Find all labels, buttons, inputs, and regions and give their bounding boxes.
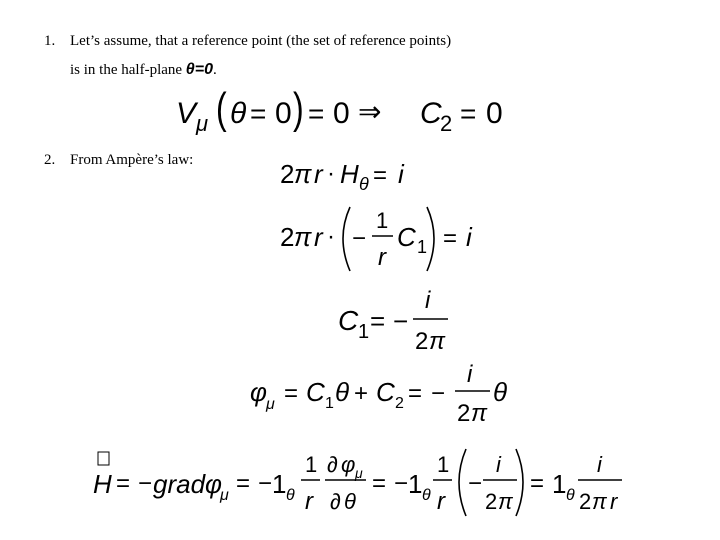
math-glyph-plus: + (354, 380, 369, 407)
math-glyph-mu: μ (196, 111, 209, 136)
math-glyph-theta: θ (422, 487, 431, 504)
math-glyph-grad: grad (153, 469, 206, 499)
math-glyph-one: 1 (408, 469, 423, 499)
math-glyph-two: 2 (457, 400, 471, 427)
math-glyph-eq: = (443, 225, 458, 252)
math-glyph-eq: = (116, 470, 131, 497)
math-glyph-implies: ⇒ (358, 96, 382, 127)
math-glyph-minus: − (393, 306, 409, 336)
math-glyph-r: r (610, 489, 618, 514)
math-glyph-C: C (338, 305, 359, 336)
math-glyph-C: C (306, 377, 325, 407)
math-glyph-lpar: ( (216, 84, 227, 134)
math-glyph-minus: − (468, 470, 483, 497)
item-1-theta-condition: θ=0 (185, 61, 213, 78)
math-glyph-pi: π (294, 159, 312, 189)
math-glyph-eq: = (250, 98, 267, 129)
math-glyph-one: 1 (325, 395, 334, 412)
math-glyph-phi: φ (250, 377, 267, 407)
math-glyph-C: C (420, 97, 442, 130)
math-glyph-minus: − (138, 470, 153, 497)
math-glyph-zero: 0 (333, 97, 350, 130)
math-glyph-two: 2 (579, 489, 592, 514)
math-glyph-one: 1 (417, 237, 428, 257)
math-glyph-partial: ∂ (327, 452, 338, 477)
math-glyph-minus: − (258, 470, 273, 497)
math-glyph-theta: θ (230, 97, 247, 130)
item-1-text-line1: Let’s assume, that a reference point (the set of reference points) (70, 33, 452, 49)
math-glyph-pi: π (471, 400, 488, 427)
item-1-line2-suffix: . (212, 62, 217, 78)
item-1-number: 1. (44, 33, 56, 49)
math-glyph-minus: − (352, 225, 367, 252)
math-glyph-H: H (340, 159, 359, 189)
math-glyph-one: 1 (376, 208, 389, 233)
math-glyph-rpar: ) (292, 84, 304, 134)
math-glyph-one: 1 (437, 452, 450, 477)
math-glyph-pi: π (429, 328, 446, 355)
item-2-text: From Ampère’s law: (70, 152, 194, 168)
math-glyph-two: 2 (485, 489, 498, 514)
math-glyph-dot: · (327, 160, 335, 187)
math-glyph-eq: = (370, 306, 386, 336)
math-glyph-two: 2 (280, 222, 295, 252)
math-glyph-r: r (314, 159, 323, 189)
math-glyph-pi: π (294, 222, 312, 252)
math-glyph-two: 2 (440, 111, 453, 136)
math-glyph-one: 1 (272, 469, 287, 499)
math-glyph-phi: φ (205, 469, 222, 499)
math-glyph-theta: θ (493, 377, 508, 407)
math-glyph-minus: − (431, 380, 446, 407)
math-glyph-eq: = (373, 162, 388, 189)
math-glyph-eq: = (408, 380, 423, 407)
math-glyph-i: i (425, 287, 431, 314)
item-2-number: 2. (44, 152, 56, 168)
math-glyph-phi: φ (341, 452, 356, 477)
math-glyph-pi: π (498, 489, 513, 514)
math-glyph-mu: μ (355, 465, 363, 481)
math-glyph-eq: = (308, 98, 325, 129)
item-1-line2-prefix: is in the half-plane (70, 62, 186, 78)
math-glyph-i: i (466, 222, 472, 252)
math-glyph-theta: θ (335, 377, 350, 407)
math-glyph-r: r (437, 488, 445, 515)
math-glyph-eq: = (530, 470, 545, 497)
math-glyph-dot: · (327, 223, 335, 250)
math-glyph-theta: θ (344, 489, 356, 514)
math-glyph-eq: = (236, 470, 251, 497)
math-glyph-one: 1 (552, 469, 567, 499)
math-glyph-two: 2 (395, 395, 404, 412)
math-glyph-two: 2 (280, 159, 295, 189)
math-glyph-i: i (496, 452, 501, 477)
math-glyph-two: 2 (415, 328, 429, 355)
math-glyph-one: 1 (358, 321, 370, 343)
math-glyph-zero: 0 (486, 97, 503, 130)
math-glyph-i: i (398, 159, 404, 189)
math-glyph-C: C (397, 222, 416, 252)
math-glyph-r: r (314, 222, 323, 252)
math-glyph-eq: = (460, 98, 477, 129)
math-glyph-C: C (376, 377, 395, 407)
math-glyph-theta: θ (359, 174, 369, 194)
math-glyph-r: r (378, 244, 386, 271)
math-glyph-V: V (176, 97, 197, 130)
math-glyph-eq: = (284, 380, 299, 407)
math-glyph-pi: π (592, 489, 607, 514)
math-glyph-r: r (305, 488, 313, 515)
math-glyph-zero: 0 (275, 97, 292, 130)
math-glyph-i: i (467, 361, 473, 388)
math-glyph-mu: μ (220, 487, 229, 504)
math-glyph-minus: − (394, 470, 409, 497)
math-glyph-partial: ∂ (330, 489, 341, 514)
math-glyph-i: i (597, 452, 602, 477)
math-glyph-theta: θ (286, 487, 295, 504)
math-glyph-theta: θ (566, 487, 575, 504)
math-glyph-mu: μ (266, 396, 275, 413)
math-glyph-H: H (93, 469, 112, 499)
math-glyph-one: 1 (305, 452, 318, 477)
math-glyph-eq: = (372, 470, 387, 497)
